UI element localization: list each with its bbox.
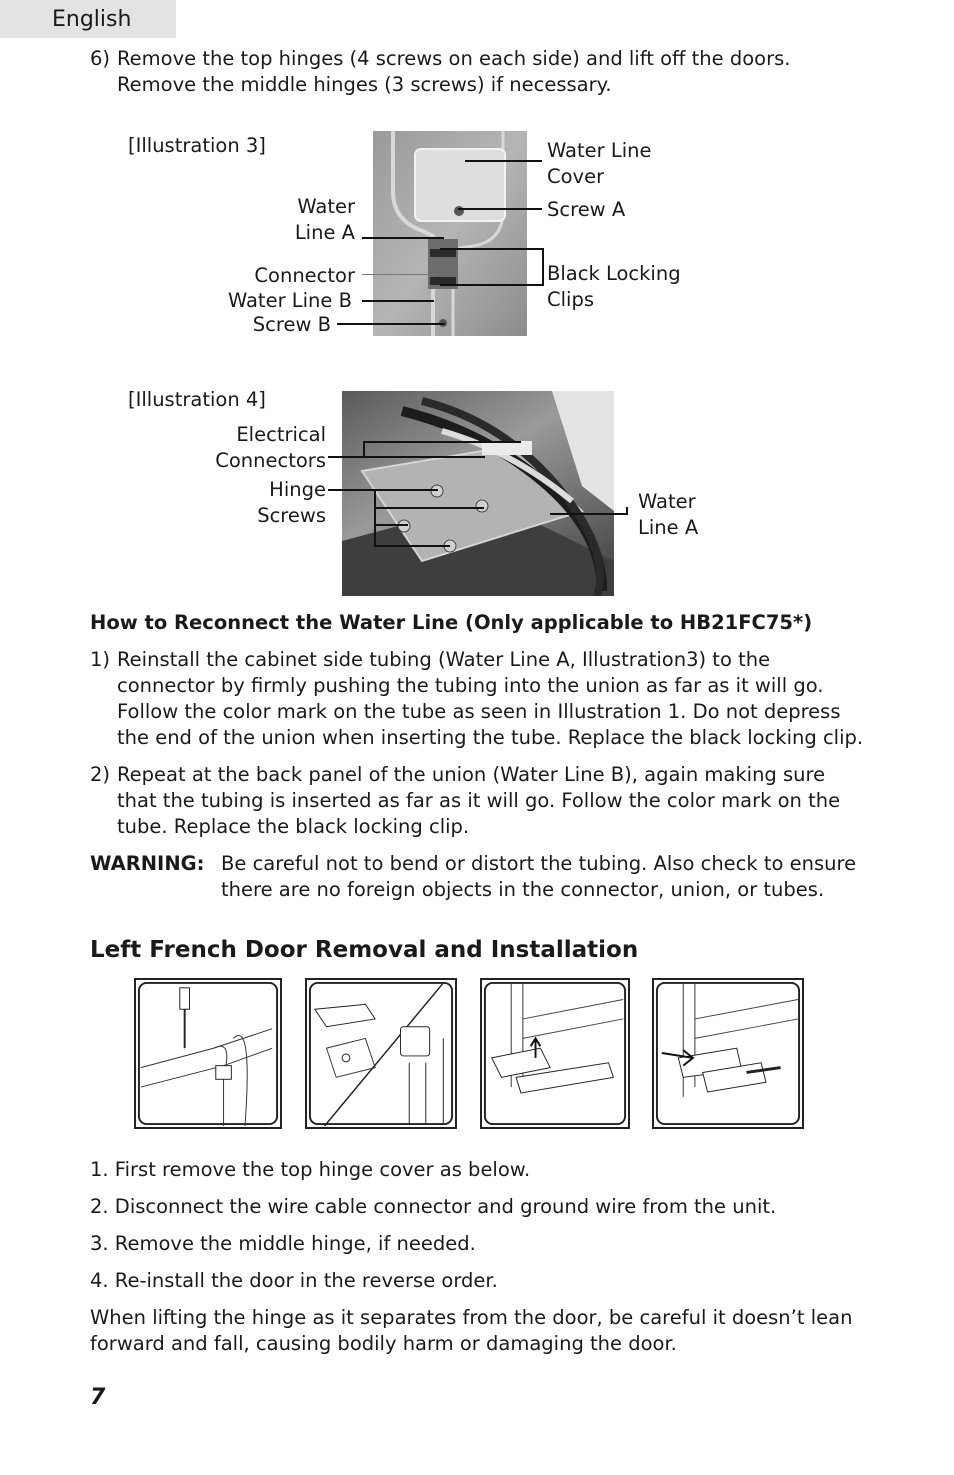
leader-hinge-vertical [374, 489, 376, 546]
leader-hinge-top [328, 489, 438, 491]
left-door-heading: Left French Door Removal and Installation [90, 937, 639, 963]
leader-clips-top [440, 248, 544, 250]
label-hinge-screws: Hinge Screws [257, 478, 326, 527]
step-image-3 [480, 978, 630, 1129]
leader-electrical-connectors [328, 456, 364, 458]
reconnect-step-1-text: Reinstall the cabinet side tubing (Water Line A, Illustration3) to the connector by firmly pushing the tubing into the union as far as it will go. Follow the color mark on the tube as seen in Illustration 1. Do not depress the end of the union when inserting the tube. Replace the black locking clip. [117, 648, 864, 749]
language-tab: English [0, 0, 176, 38]
step-6 [90, 46, 870, 98]
label-screw-b: Screw B [252, 313, 331, 336]
leader-electrical-bottom [363, 456, 485, 458]
warning-label: WARNING: [90, 852, 205, 875]
label-water-line-cover: Water Line Cover [547, 139, 652, 188]
leader-hinge-3 [374, 524, 408, 526]
door-step-2: 2. Disconnect the wire cable connector and ground wire from the unit. [90, 1195, 777, 1218]
reconnect-heading: How to Reconnect the Water Line (Only applicable to HB21FC75*) [90, 611, 813, 634]
label-screw-a: Screw A [547, 198, 626, 221]
door-step-3: 3. Remove the middle hinge, if needed. [90, 1232, 476, 1255]
reconnect-step-2-number: 2) [90, 763, 111, 786]
reconnect-step-1-number: 1) [90, 648, 111, 671]
leader-electrical-vertical [363, 441, 365, 457]
door-step-1: 1. First remove the top hinge cover as below. [90, 1158, 531, 1181]
leader-clips-bottom [440, 284, 544, 286]
leader-water-line-a-2-tick [626, 507, 628, 515]
leader-screw-b [337, 323, 445, 325]
leader-clips-bracket [542, 248, 544, 286]
reconnect-step-2-text: Repeat at the back panel of the union (Water Line B), again making sure that the tubing is inserted as far as it will go. Follow the color mark on the tube. Replace the black locking clip. [117, 763, 841, 838]
page-number: 7 [90, 1385, 106, 1410]
step-6-number: 6) [90, 47, 111, 70]
label-water-line-b: Water Line B [227, 289, 352, 312]
reconnect-step-2 [90, 762, 870, 840]
label-electrical-connectors: Electrical Connectors [215, 423, 326, 472]
illustration-4-photo [342, 391, 614, 596]
label-black-locking-clips: Black Locking Clips [547, 262, 681, 311]
warning-block [90, 851, 880, 903]
step-image-4 [652, 978, 804, 1129]
leader-connector [362, 274, 436, 275]
step-image-2 [305, 978, 457, 1129]
step-6-text: Remove the top hinges (4 screws on each side) and lift off the doors. Remove the middle hinges (3 screws) if necessary. [117, 47, 791, 96]
leader-water-line-a-2 [550, 513, 628, 515]
leader-water-line-cover [465, 160, 542, 162]
leader-electrical-top [363, 441, 521, 443]
door-step-4: 4. Re-install the door in the reverse order. [90, 1269, 498, 1292]
leader-hinge-4 [374, 545, 450, 547]
illustration-4-caption: [Illustration 4] [128, 388, 266, 411]
leader-screw-a [458, 208, 542, 210]
label-water-line-a-2: Water Line A [638, 490, 699, 539]
leader-hinge-2 [374, 507, 484, 509]
step-image-1 [134, 978, 282, 1129]
label-connector: Connector [254, 264, 355, 287]
leader-water-line-a [362, 237, 444, 239]
illustration-3-caption: [Illustration 3] [128, 134, 266, 157]
leader-water-line-b [362, 300, 434, 302]
label-water-line-a: Water Line A [294, 195, 355, 244]
door-caution: When lifting the hinge as it separates from the door, be careful it doesn’t lean forward and fall, causing bodily harm or damaging the door. [90, 1306, 853, 1355]
warning-text: Be careful not to bend or distort the tubing. Also check to ensure there are no foreign objects in the connector, union, or tubes. [221, 852, 857, 901]
reconnect-step-1 [90, 647, 870, 751]
